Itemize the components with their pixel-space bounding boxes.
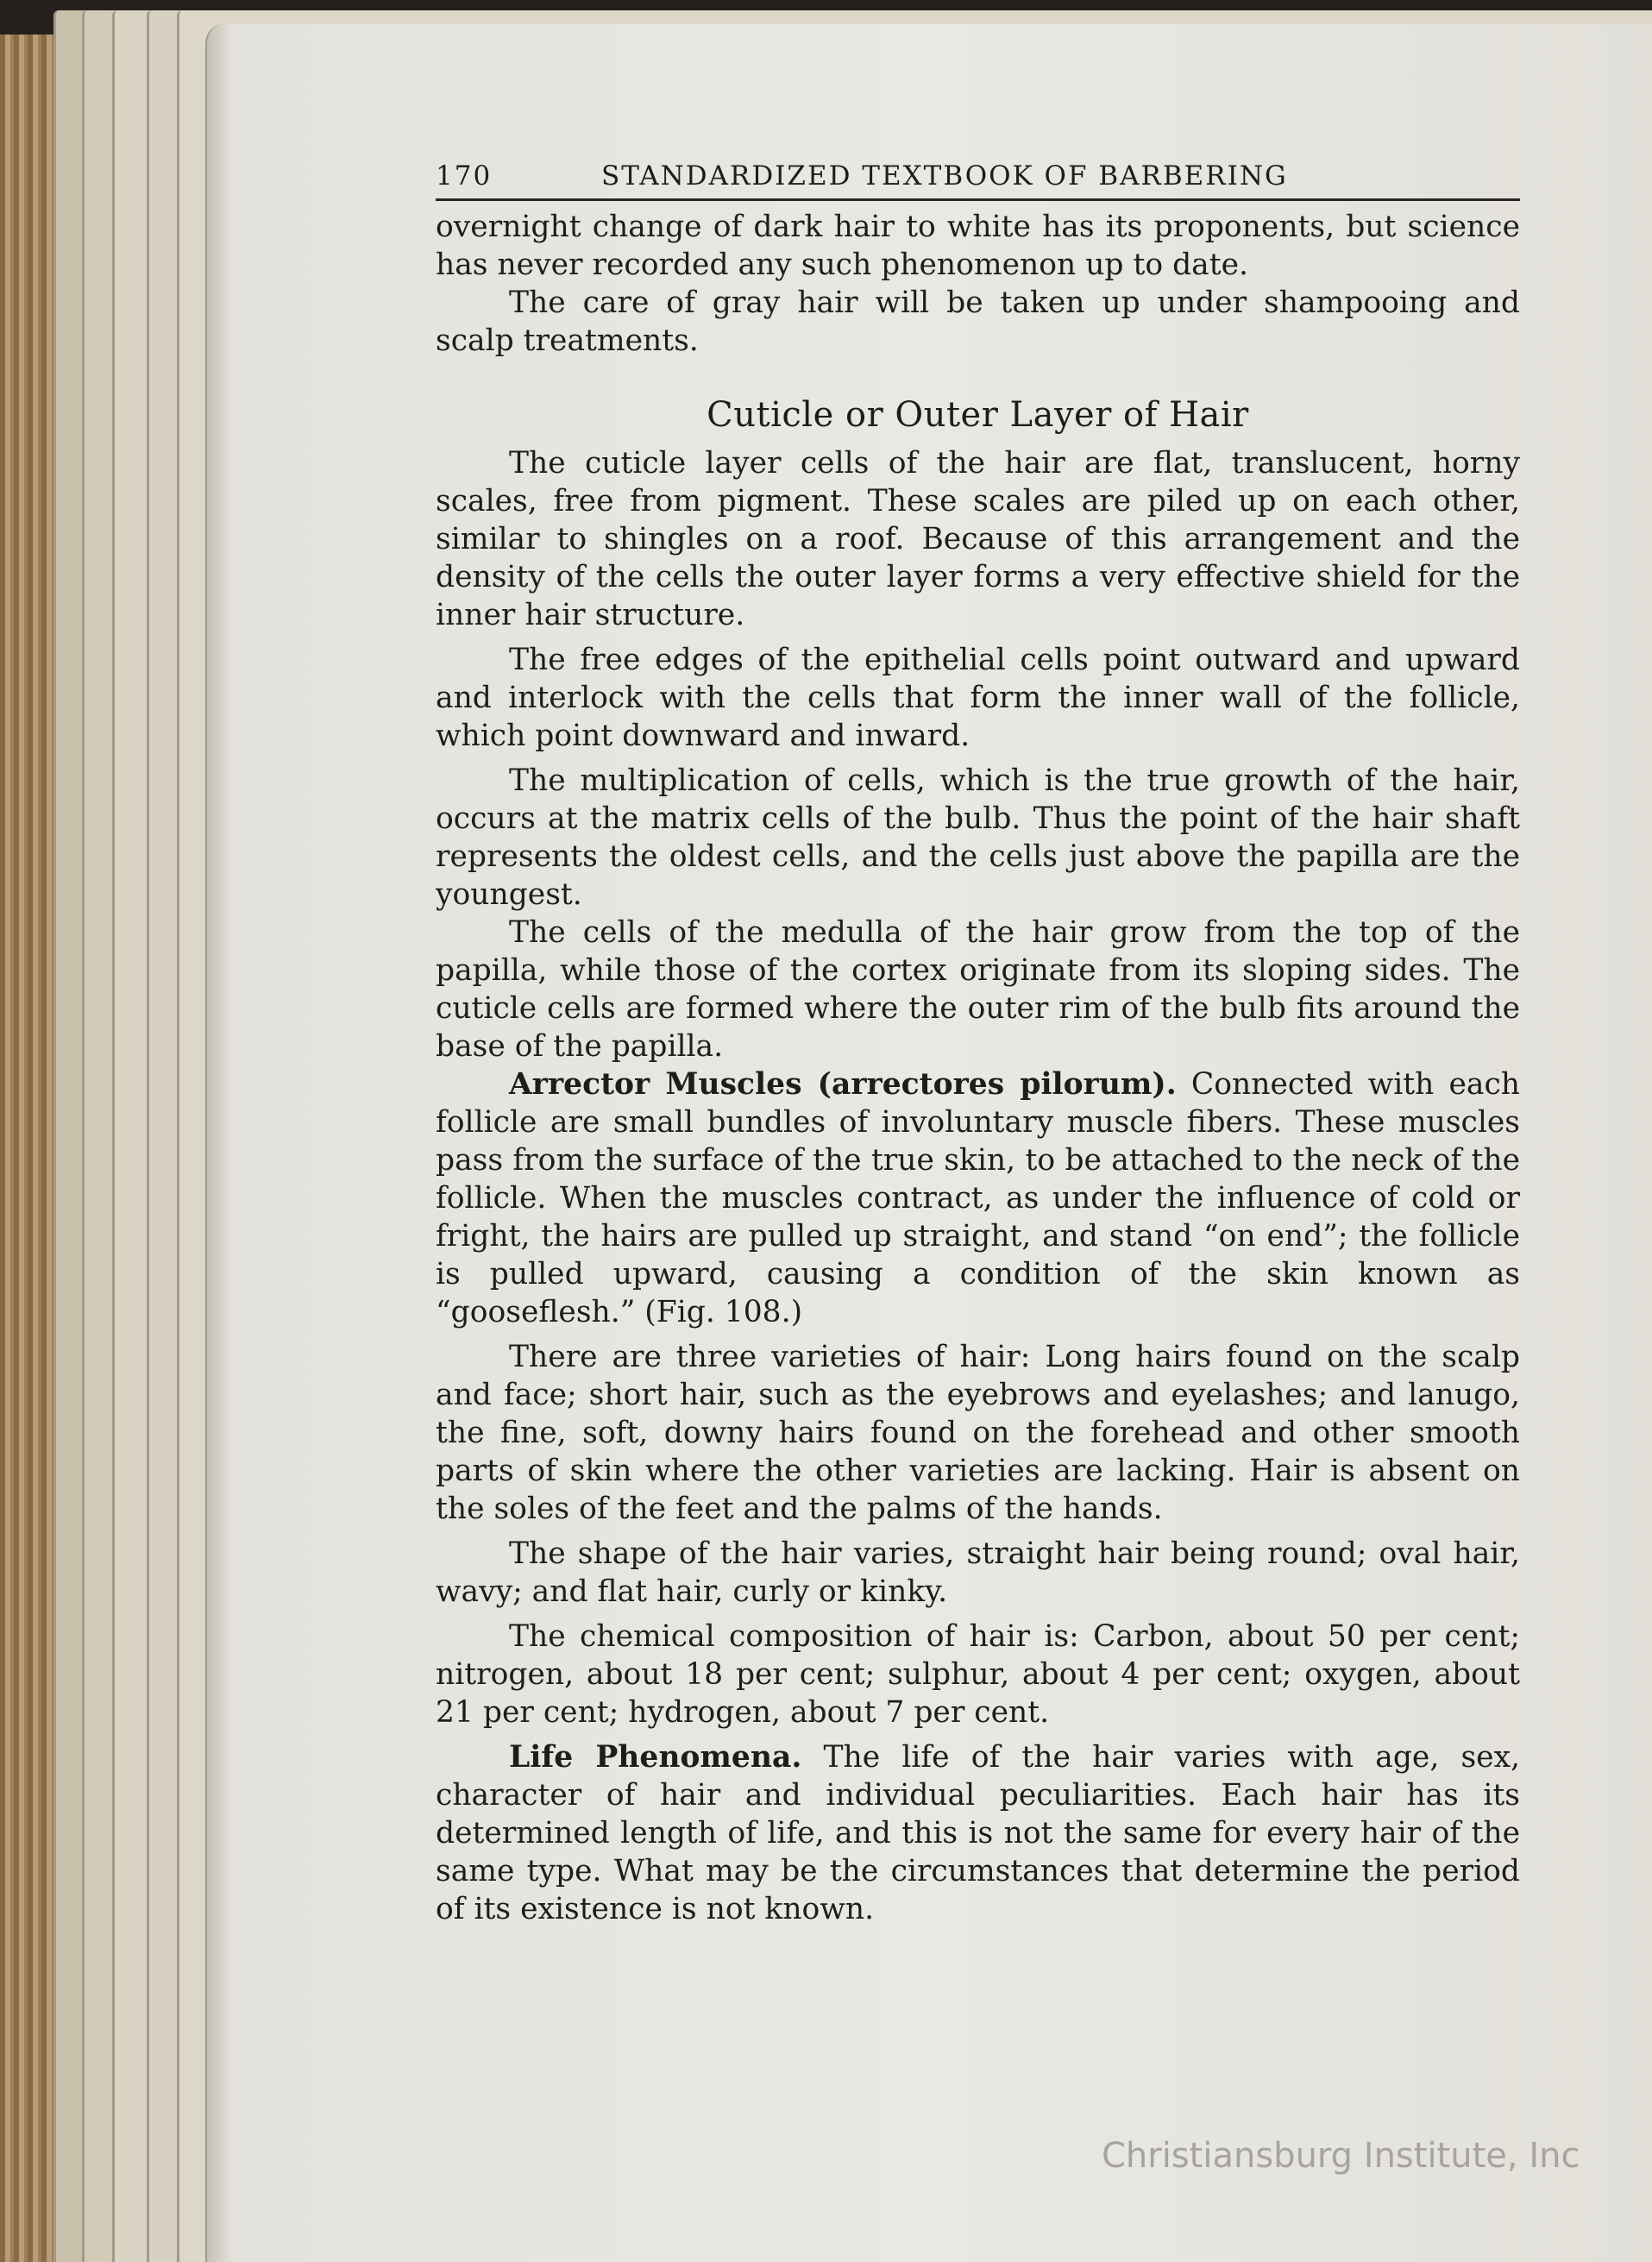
paragraph: The chemical composition of hair is: Carbon, about 50 per cent; nitrogen, about 18 per cent; sulphur, about 4 per cent; oxygen, about 21 per cent; hydrogen, about 7 per cent.: [436, 1619, 1520, 1730]
paragraph: The cells of the medulla of the hair grow from the top of the papilla, while those of the cortex originate from its sloping sides. The cuticle cells are formed where the outer rim of the bulb fits around the base of the papilla.: [436, 915, 1520, 1064]
running-head: [436, 155, 1520, 201]
run-in-heading: Arrector Muscles (arrectores pilorum).: [509, 1067, 1177, 1102]
page-number: 170: [436, 160, 493, 192]
paragraph-life-phenomena: [436, 1738, 1520, 1928]
paragraph-continued: overnight change of dark hair to white has its proponents, but science has never recorded any such phenomenon up to date.: [436, 210, 1520, 282]
paragraph: The free edges of the epithelial cells point outward and upward and interlock with the cells that form the inner wall of the follicle, which point downward and inward.: [436, 643, 1520, 753]
paragraph-arrector-muscles: [436, 1065, 1520, 1331]
paragraph-body: Connected with each follicle are small bundles of involuntary muscle fibers. These muscles pass from the surface of the true skin, to be attached to the neck of the follicle. When the muscles contract, as under the influence of cold or fright, the hairs are pulled up straight, and stand “on end”; the follicle is pulled upward, causing a condition of the skin known as “gooseflesh.” (Fig. 108.): [436, 1067, 1520, 1329]
paragraph: The multiplication of cells, which is the true growth of the hair, occurs at the matrix cells of the bulb. Thus the point of the hair shaft represents the oldest cells, and the cells just above the papilla are the youngest.: [436, 763, 1520, 912]
run-in-heading: Life Phenomena.: [509, 1740, 802, 1775]
paragraph: The shape of the hair varies, straight hair being round; oval hair, wavy; and flat hair, curly or kinky.: [436, 1536, 1520, 1609]
paragraph: The care of gray hair will be taken up under shampooing and scalp treatments.: [436, 286, 1520, 358]
paragraph: The cuticle layer cells of the hair are flat, translucent, horny scales, free from pigment. These scales are piled up on each other, similar to shingles on a roof. Because of this arrangement and the density of the cells the outer layer forms a very effective shield for the inner hair structure.: [436, 446, 1520, 632]
section-heading: Cuticle or Outer Layer of Hair: [707, 395, 1249, 435]
paragraph-body: The life of the hair varies with age, sex, character of hair and individual peculiarities. Each hair has its determined length of life, and this is not the same for every hair of the same type. What may be the circumstances that determine the period of its existence is not known.: [436, 1740, 1520, 1926]
watermark: Christiansburg Institute, Inc: [1102, 2136, 1580, 2176]
paragraph: There are three varieties of hair: Long hairs found on the scalp and face; short hair, such as the eyebrows and eyelashes; and lanugo, the fine, soft, downy hairs found on the forehead and other smooth parts of skin where the other varieties are lacking. Hair is absent on the soles of the feet and the palms of the hands.: [436, 1340, 1520, 1526]
running-title: STANDARDIZED TEXTBOOK OF BARBERING: [601, 160, 1288, 192]
page-text-block: [436, 155, 1520, 1928]
